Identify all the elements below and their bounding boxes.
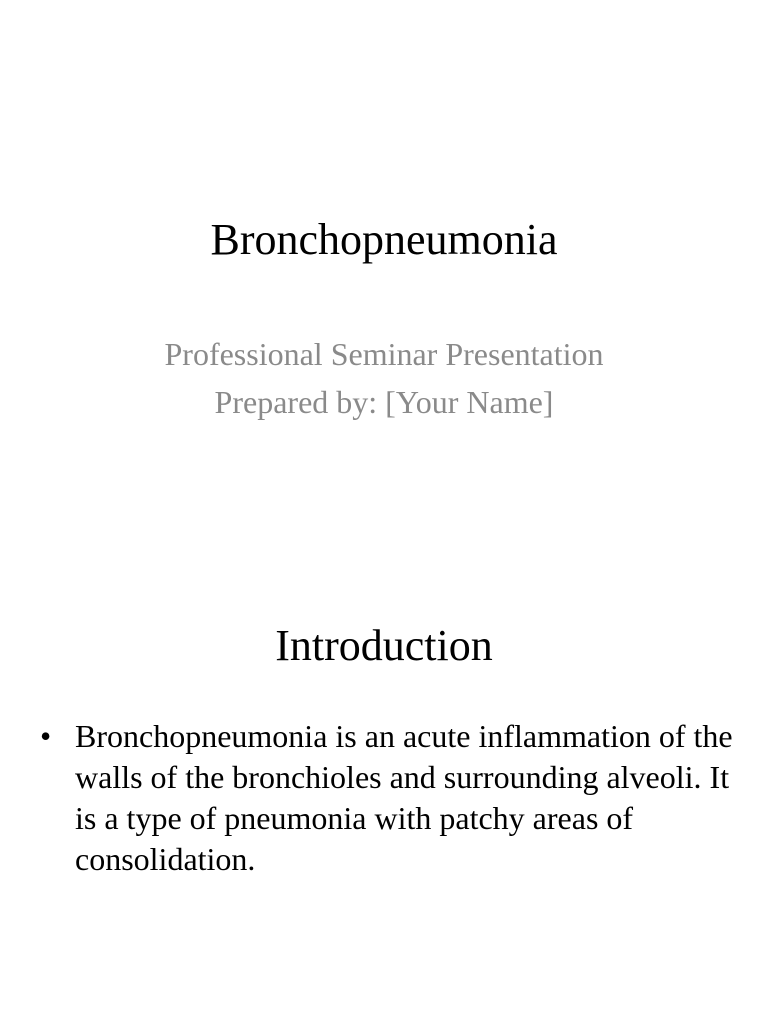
bullet-item [40, 716, 740, 880]
bullet-icon: • [40, 718, 52, 754]
bullet-text: Bronchopneumonia is an acute inflammation of the walls of the bronchioles and surrounding alveoli. It is a type of pneumonia with patchy areas of consolidation. [75, 718, 733, 877]
slide-title: Bronchopneumonia [210, 215, 558, 264]
slide-subtitle [0, 330, 768, 426]
introduction-slide [0, 512, 768, 1024]
subtitle-line-presentation: Professional Seminar Presentation [164, 336, 604, 372]
subtitle-line-prepared-by: Prepared by: [Your Name] [214, 384, 554, 420]
bullet-list [40, 716, 740, 880]
slide-heading: Introduction [275, 621, 493, 670]
